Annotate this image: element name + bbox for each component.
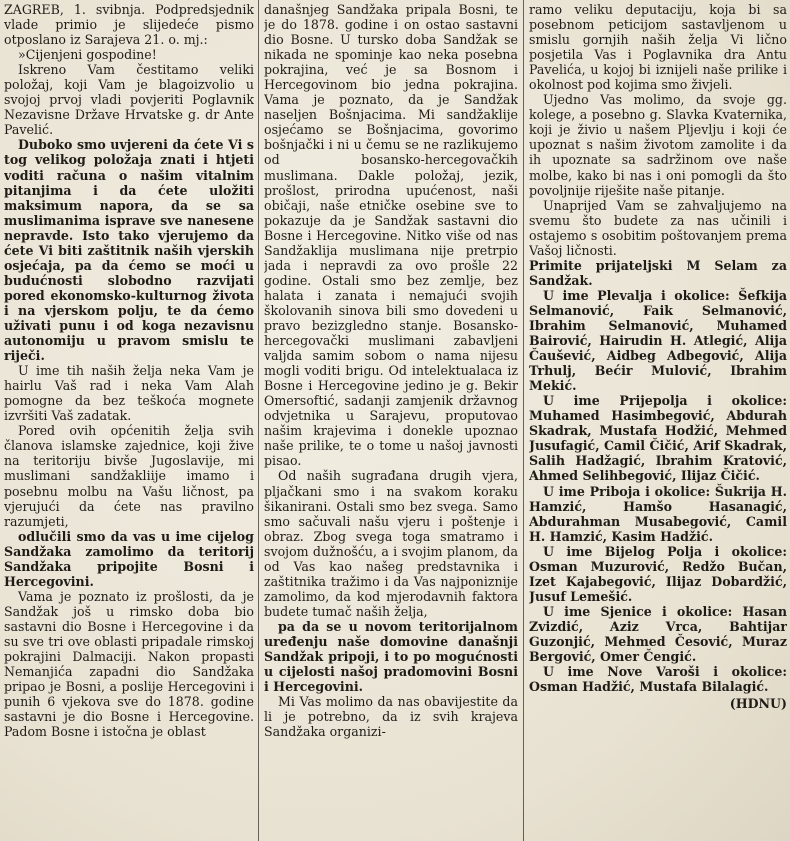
paragraph: Mi Vas molimo da nas obavijestite da li je potrebno, da iz svih krajeva Sandžaka organizi-: [264, 694, 518, 740]
paragraph: ramo veliku deputaciju, koja bi sa posebnom peticijom sastavljenom u smislu gornjih naših želja Vi lično posjetila Vas i Poglavnika dra Antu Pavelića, u kojoj bi iznijeli naše prilike i okolnost pod kojima smo živjeli.: [529, 2, 787, 93]
paragraph-bold: Duboko smo uvjereni da ćete Vi s tog velikog položaja znati i htjeti voditi računa o našim vitalnim pitanjima i da ćete uložiti maksimum napora, da se sa muslimanima isprave sve nanesene nepravde. Isto tako vjerujemo da ćete Vi biti zaštitnik naših vjerskih osjećaja, pa da ćemo se moći u budućnosti slobodno razvijati pored ekonomsko-kulturnog života i na vjerskom polju, te da ćemo uživati punu i od koga nezavisnu autonomiju u pravom smislu te riječi.: [4, 137, 254, 364]
paragraph: »Cijenjeni gospodine!: [18, 47, 157, 63]
column-rule-right: [523, 0, 524, 841]
column-3: [529, 2, 787, 838]
paragraph: U ime tih naših želja neka Vam je hairlu Vaš rad i neka Vam Alah pomogne da bez teškoća mognete izvršiti Vaš zadatak.: [4, 363, 254, 424]
signatory-list: U ime Prijepolja i okolice: Muhamed Hasimbegović, Abdurah Skadrak, Mustafa Hodžić, Mehmed Jusufagić, Camil Čičić, Arif Skadrak, Salih Hadžagić, Ibrahim Kratović, Ahmed Selihbegović, Ilijaz Čičić.: [529, 393, 787, 484]
paragraph: Od naših sugrađana drugih vjera, pljačkani smo i na svakom koraku šikanirani. Ostali smo bez svega. Samo smo sačuvali našu vjeru i poštenje i obraz. Zbog svega toga smatramo i svojom dužnošću, a i svojim planom, da od Vas kao našeg predstavnika i zaštitnika tražimo i da Vas najponiznije zamolimo, da kod mjerodavnih faktora budete tumač naših želja,: [264, 468, 518, 619]
column-rule-left: [258, 0, 259, 841]
source-credit: (HDNU): [729, 696, 787, 712]
signatory-list: U ime Sjenice i okolice: Hasan Zvizdić, Aziz Vrca, Bahtijar Guzonjić, Mehmed Česović, Muraz Bergović, Omer Čengić.: [529, 603, 787, 665]
column-1: [4, 2, 254, 838]
paragraph: današnjeg Sandžaka pripala Bosni, te je do 1878. godine i on ostao sastavni dio Bosne. U tursko doba Sandžak se nikada ne spominje kao neka posebna pokrajina, već je sa Bosnom i Hercegovinom bio jedna pokrajina. Vama je poznato, da je Sandžak naseljen Bošnjacima. Mi sandžaklije osjećamo se Bošnjacima, govorimo bošnjački i ni u čemu se ne razlikujemo od bosansko-hercegovačkih muslimana. Dakle položaj, jezik, prošlost, prirodna upućenost, naši običaji, naše etničke osebine sve to pokazuje da je Sandžak sastavni dio Bosne i Hercegovine. Nitko više od nas Sandžaklija muslimana nije pretrpio jada i nepravdi za ovo prošle 22 godine. Ostali smo bez zemlje, bez halata i zanata i nemajući svojih školovanih sinova bili smo dovedeni u pravo bezizgledno stanje. Bosansko-hercegovački muslimani zabavljeni valjda samim sobom o nama nijesu mogli voditi brigu. Od intelektualaca iz Bosne i Hercegovine jedino je g. Bekir Omersoftić, sadanji zamjenik državnog odvjetnika u Sarajevu, proputovao našim krajevima i donekle upoznao naše prilike, te o tome u našoj javnosti pisao.: [264, 2, 518, 469]
column-2: [264, 2, 518, 838]
paragraph-bold: pa da se u novom teritorijalnom uređenju naše domovine današnji Sandžak pripoji, i to po mogućnosti u cijelosti našoj pradomovini Bosni i Hercegovini.: [264, 618, 518, 695]
paragraph: Ujedno Vas molimo, da svoje gg. kolege, a posebno g. Slavka Kvaternika, koji je živio u našem Plјevlju i koji će upoznat s našim životom zamolite i da ih upoznate sa sadržinom ove naše molbe, kako bi nas i oni pomogli da što povoljnije riješite naše pitanje.: [529, 92, 787, 198]
paragraph: Pored ovih općenitih želja svih članova islamske zajednice, koji žive na teritoriju bivše Jugoslavije, mi muslimani sandžakliije imamo i posebnu molbu na Vašu ličnost, pa vjerujući da ćete nas pravilno razumjeti,: [4, 423, 254, 529]
paragraph-bold: odlučili smo da vas u ime cijelog Sandžaka zamolimo da teritorij Sandžaka pripojite Bosni i Hercegovini.: [4, 528, 254, 589]
signatory-list: U ime Bijelog Polja i okolice: Osman Muzurović, Redžo Bučan, Izet Kajabegović, Ilijaz Dobardžić, Jusuf Lemešić.: [529, 543, 787, 604]
paragraph: Iskreno Vam čestitamo veliki položaj, koji Vam je blagoizvolio u svojoj prvoj vladi povjeriti Poglavnik Nezavisne Države Hrvatske g. dr Ante Pavelić.: [4, 62, 254, 138]
closing-greeting: Primite prijateljski M Selam za Sandžak.: [529, 257, 787, 288]
paragraph: Unaprijed Vam se zahvaljujemo na svemu što budete za nas učinili i ostajemo s osobitim poštovanjem prema Vašoj ličnosti.: [529, 197, 787, 258]
paragraph: Vama je poznato iz prošlosti, da je Sandžak još u rimsko doba bio sastavni dio Bosne i Hercegovine i da su sve tri ove oblasti pripadale rimskoj pokrajini Dalmaciji. Nakon propasti Nemanjića zapadni dio Sandžaka pripao je Bosni, a poslije Hercegovini i punih 6 vjekova sve do 1878. godine sastavni je dio Bosne i Hercegovine. Padom Bosne i istočna je oblast: [4, 588, 254, 740]
signatory-list: U ime Plevalja i okolice: Šefkija Selmanović, Faik Selmanović, Ibrahim Selmanović, Muhamed Bairović, Hairudin H. Atlegić, Alija Čaušević, Aidbeg Adbegović, Alija Trhulj, Bećir Mulović, Ibrahim Mekić.: [529, 287, 787, 394]
signatory-list: U ime Nove Varoši i okolice: Osman Hadžić, Mustafa Bilalagić.: [529, 664, 787, 695]
signatory-list: U ime Priboja i okolice: Šukrija H. Hamzić, Hamšo Hasanagić, Abdurahman Musabegović, Camil H. Hamzić, Kasim Hadžić.: [529, 483, 787, 544]
paragraph: ZAGREB, 1. svibnja. Podpredsjednik vlade primio je slijedeće pismo otposlano iz Sarajeva 21. o. mj.:: [4, 2, 254, 48]
